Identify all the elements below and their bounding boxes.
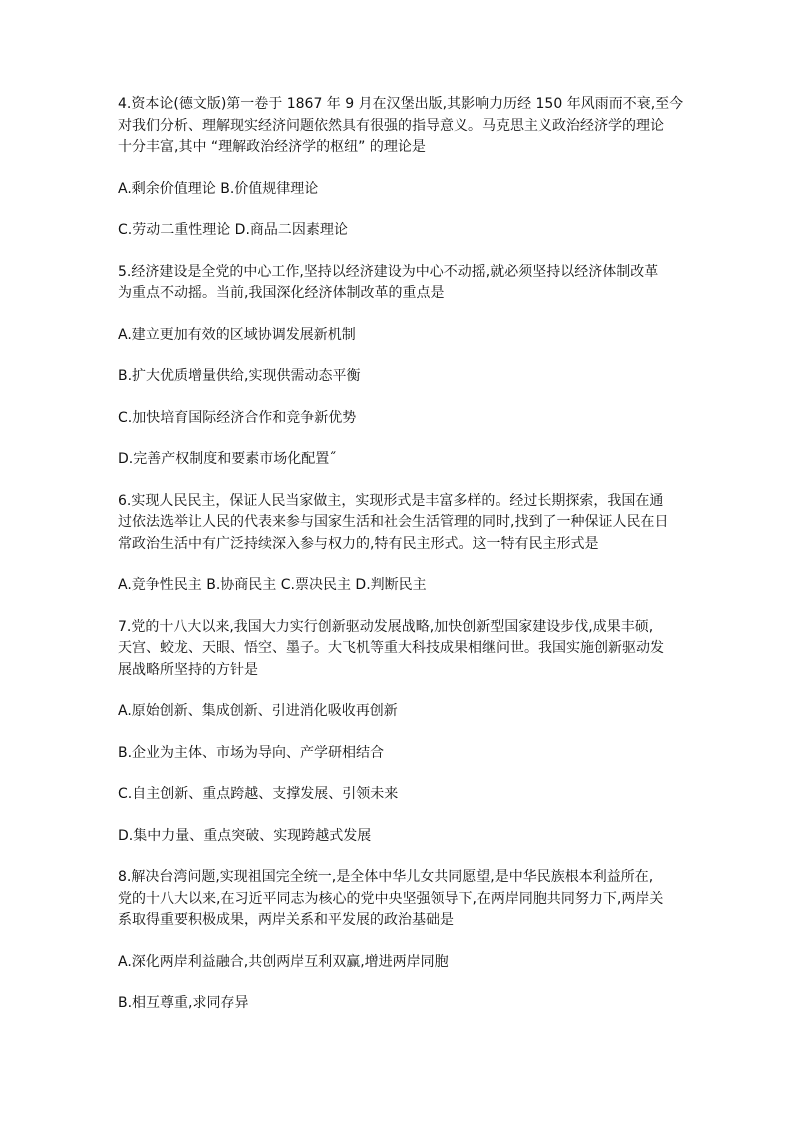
- text-line: 8.解决台湾问题,实现祖国完全统一,是全体中华儿女共同愿望,是中华民族根本利益所在,: [118, 869, 654, 885]
- answer-option: [118, 952, 698, 974]
- text-line: B.扩大优质增量供给,实现供需动态平衡: [118, 368, 361, 384]
- text-line: C.自主创新、重点跨越、支撑发展、引领未来: [118, 786, 399, 802]
- text-line: 常政治生活中有广泛持续深入参与权力的,特有民主形式。这一特有民主形式是: [118, 535, 599, 552]
- text-line: 7.党的十八大以来,我国大力实行创新驱动发展战略,加快创新型国家建设步伐,成果丰硕,: [118, 618, 654, 635]
- answer-option: [118, 408, 698, 430]
- answer-option: [118, 366, 698, 388]
- answer-option: [118, 784, 698, 806]
- text-line: A.建立更加有效的区域协调发展新机制: [118, 326, 356, 343]
- text-line: 系取得重要积极成果，两岸关系和平发展的政治基础是: [118, 912, 454, 928]
- text-line: 为重点不动摇。当前,我国深化经济体制改革的重点是: [118, 285, 445, 301]
- text-line: A.原始创新、集成创新、引进消化吸收再创新: [118, 703, 398, 719]
- text-line: C.加快培育国际经济合作和竞争新优势: [118, 409, 357, 426]
- text-line: 6.实现人民民主，保证人民当家做主，实现形式是丰富多样的。经过长期探索，我国在通: [118, 492, 664, 509]
- answer-option: [118, 325, 698, 347]
- answer-option: [118, 993, 698, 1015]
- question-text: [118, 262, 698, 305]
- answer-option: [118, 220, 698, 242]
- text-line: D.集中力量、重点突破、实现跨越式发展: [118, 827, 372, 844]
- answer-option: [118, 449, 698, 471]
- text-line: 天宫、蛟龙、天眼、悟空、墨子。大飞机等重大科技成果相继问世。我国实施创新驱动发: [118, 640, 664, 656]
- text-line: D.完善产权制度和要素市场化配置˝: [118, 451, 337, 467]
- question-text: [118, 867, 698, 932]
- text-line: B.企业为主体、市场为导向、产学研相结合: [118, 744, 385, 761]
- text-line: 对我们分析、理解现实经济问题依然具有很强的指导意义。马克思主义政治经济学的理论: [118, 117, 664, 134]
- text-line: 5.经济建设是全党的中心工作,坚持以经济建设为中心不动摇,就必须坚持以经济体制改革: [118, 263, 659, 280]
- text-line: 党的十八大以来,在习近平同志为核心的党中央坚强领导下,在两岸同胞共同努力下,两岸关: [118, 890, 664, 907]
- text-line: C.劳动二重性理论 D.商品二因素理论: [118, 222, 348, 238]
- answer-option: [118, 743, 698, 765]
- text-line: 过依法选举让人民的代表来参与国家生活和社会生活管理的同时,找到了一种保证人民在日: [118, 514, 669, 530]
- text-line: 展战略所坚持的方针是: [118, 661, 258, 678]
- text-line: 十分丰富,其中 “理解政治经济学的枢纽” 的理论是: [118, 139, 426, 155]
- answer-option: [118, 179, 698, 201]
- text-line: A.竞争性民主 B.协商民主 C.票决民主 D.判断民主: [118, 577, 427, 593]
- answer-option: [118, 575, 698, 597]
- text-line: B.相互尊重,求同存异: [118, 995, 249, 1011]
- question-text: [118, 491, 698, 556]
- text-line: A.深化两岸利益融合,共创两岸互利双赢,增进两岸同胞: [118, 953, 449, 970]
- text-line: 4.资本论(德文版)第一卷于 1867 年 9 月在汉堡出版,其影响力历经 150 年风雨而不衰,至今: [118, 96, 684, 112]
- question-text: [118, 617, 698, 682]
- document-page: [118, 94, 698, 1035]
- text-line: A.剩余价值理论 B.价值规律理论: [118, 180, 319, 197]
- answer-option: [118, 701, 698, 723]
- answer-option: [118, 826, 698, 848]
- question-text: [118, 94, 698, 159]
